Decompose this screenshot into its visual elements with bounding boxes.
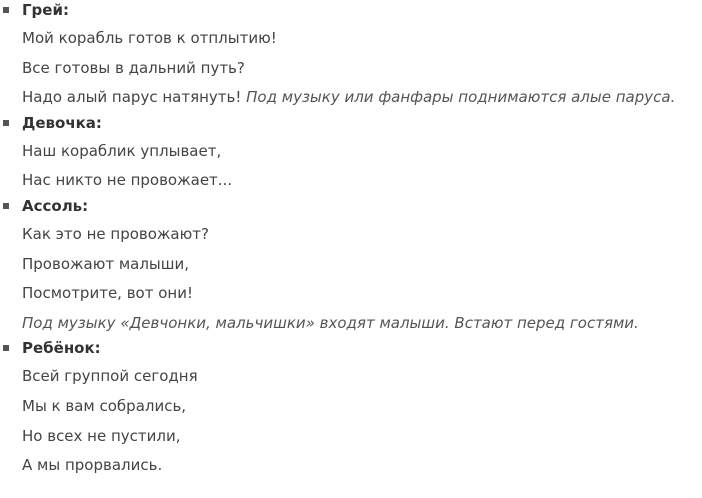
dialogue-text: А мы прорвались. xyxy=(22,456,163,475)
dialogue-line xyxy=(0,250,702,280)
dialogue-text: Всей группой сегодня xyxy=(22,367,198,386)
script-entry-child xyxy=(0,338,702,480)
dialogue-text: Посмотрите, вот они! xyxy=(22,284,193,303)
dialogue-line xyxy=(0,220,702,250)
script-entry-assol xyxy=(0,196,702,338)
dialogue-text: Мы к вам собрались, xyxy=(22,396,187,415)
dialogue-line xyxy=(0,279,702,309)
dialogue-text: Надо алый парус натянуть! xyxy=(22,88,247,107)
script-entry-girl xyxy=(0,113,702,196)
stage-direction: Под музыку «Девчонки, мальчишки» входят малыши. Встают перед гостями. xyxy=(22,313,639,332)
speaker-name: Грей: xyxy=(22,1,69,19)
dialogue-text: Провожают малыши, xyxy=(22,254,190,273)
dialogue-text: Все готовы в дальний путь? xyxy=(22,58,245,77)
dialogue-line xyxy=(0,83,702,113)
dialogue-line xyxy=(0,166,702,196)
speaker-name: Ассоль: xyxy=(22,196,89,215)
bullet-icon xyxy=(3,7,9,13)
stage-direction: Под музыку или фанфары поднимаются алые паруса. xyxy=(246,88,676,107)
dialogue-line xyxy=(0,451,702,481)
dialogue-line xyxy=(0,362,702,392)
dialogue-line xyxy=(0,309,702,339)
dialogue-text: Но всех не пустили, xyxy=(22,426,181,445)
dialogue-line xyxy=(0,54,702,84)
dialogue-text: Как это не провожают? xyxy=(22,224,209,243)
script-entry-grey xyxy=(0,0,702,113)
dialogue-text: Нас никто не провожает... xyxy=(22,171,233,190)
dialogue-text: Наш кораблик уплывает, xyxy=(22,141,222,160)
dialogue-line xyxy=(0,392,702,422)
speaker-name: Девочка: xyxy=(22,113,102,132)
bullet-icon xyxy=(3,345,9,351)
dialogue-line xyxy=(0,422,702,452)
speaker-name: Ребёнок: xyxy=(22,339,101,358)
dialogue-line xyxy=(0,137,702,167)
dialogue-line xyxy=(0,24,702,54)
bullet-icon xyxy=(3,203,9,209)
dialogue-text: Мой корабль готов к отплытию! xyxy=(22,29,277,47)
bullet-icon xyxy=(3,120,9,126)
